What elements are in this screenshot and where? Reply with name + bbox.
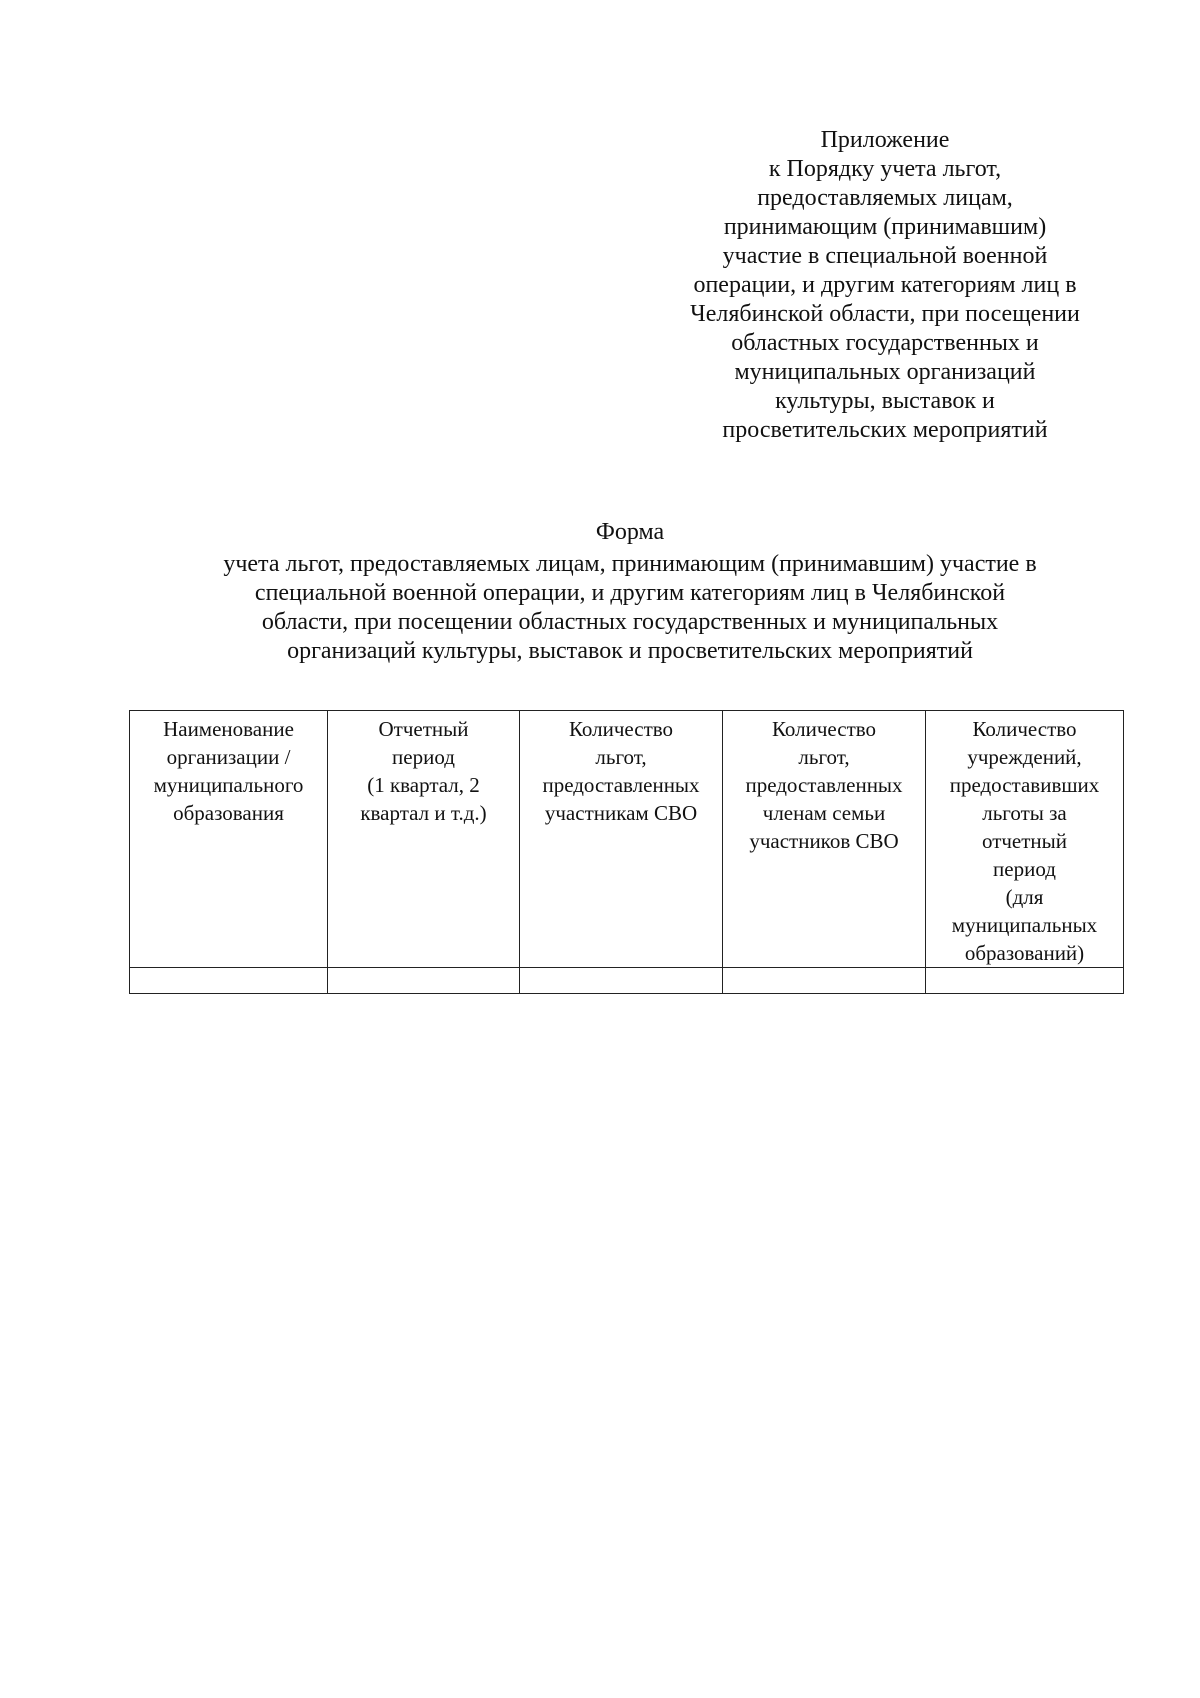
- appendix-line: областных государственных и: [731, 330, 1039, 356]
- header-line: отчетный: [981, 829, 1068, 853]
- header-line: муниципальных: [951, 913, 1098, 937]
- header-line: учреждений,: [967, 745, 1082, 769]
- appendix-line: к Порядку учета льгот,: [768, 156, 1002, 182]
- form-subtitle-line: организаций культуры, выставок и просветительских мероприятий: [287, 638, 973, 664]
- header-line: льгот,: [595, 745, 647, 769]
- appendix-block: [650, 126, 1120, 445]
- form-subtitle-line: учета льгот, предоставляемых лицам, принимающим (принимавшим) участие в: [223, 551, 1037, 577]
- header-line: период: [993, 857, 1056, 881]
- header-line: участников СВО: [749, 829, 899, 853]
- form-subtitle-line: области, при посещении областных государственных и муниципальных: [261, 609, 999, 635]
- header-line: Наименование: [163, 717, 294, 741]
- column-header-organization: [130, 711, 328, 968]
- appendix-line: Челябинской области, при посещении: [690, 301, 1080, 327]
- header-line: организации /: [166, 745, 291, 769]
- column-header-institutions: [926, 711, 1124, 968]
- appendix-line: участие в специальной военной: [722, 243, 1048, 269]
- appendix-line: операции, и другим категориям лиц в: [693, 272, 1077, 298]
- table-cell: [520, 968, 723, 994]
- table-cell: [130, 968, 328, 994]
- column-header-svo-participants: [520, 711, 723, 968]
- appendix-line: Приложение: [820, 127, 950, 153]
- appendix-line: просветительских мероприятий: [722, 417, 1048, 443]
- table-cell: [723, 968, 926, 994]
- form-table: [129, 710, 1124, 994]
- form-subtitle-line: специальной военной операции, и другим категориям лиц в Челябинской: [254, 580, 1006, 606]
- table-header-row: [130, 711, 1124, 968]
- header-line: предоставленных: [542, 773, 700, 797]
- appendix-line: предоставляемых лицам,: [757, 185, 1013, 211]
- table-row: [130, 968, 1124, 994]
- header-line: Количество: [568, 717, 674, 741]
- appendix-line: культуры, выставок и: [775, 388, 995, 414]
- header-line: период: [392, 745, 455, 769]
- header-line: льгот,: [798, 745, 850, 769]
- header-line: квартал и т.д.): [360, 801, 487, 825]
- header-line: предоставивших: [949, 773, 1100, 797]
- header-line: (для: [1005, 885, 1044, 909]
- header-line: образований): [964, 941, 1085, 965]
- header-line: Количество: [771, 717, 877, 741]
- table-cell: [328, 968, 520, 994]
- header-line: участникам СВО: [544, 801, 698, 825]
- column-header-period: [328, 711, 520, 968]
- header-line: льготы за: [982, 801, 1067, 825]
- form-title-block: [110, 518, 1150, 666]
- header-line: Отчетный: [378, 717, 469, 741]
- header-line: Количество: [972, 717, 1077, 741]
- header-line: предоставленных: [745, 773, 903, 797]
- column-header-family-members: [723, 711, 926, 968]
- appendix-line: муниципальных организаций: [734, 359, 1036, 385]
- header-line: членам семьи: [762, 801, 886, 825]
- appendix-line: принимающим (принимавшим): [723, 214, 1047, 240]
- table-cell: [926, 968, 1124, 994]
- form-heading: Форма: [595, 519, 665, 545]
- header-line: муниципального: [153, 773, 304, 797]
- header-line: образования: [173, 801, 284, 825]
- header-line: (1 квартал, 2: [367, 773, 480, 797]
